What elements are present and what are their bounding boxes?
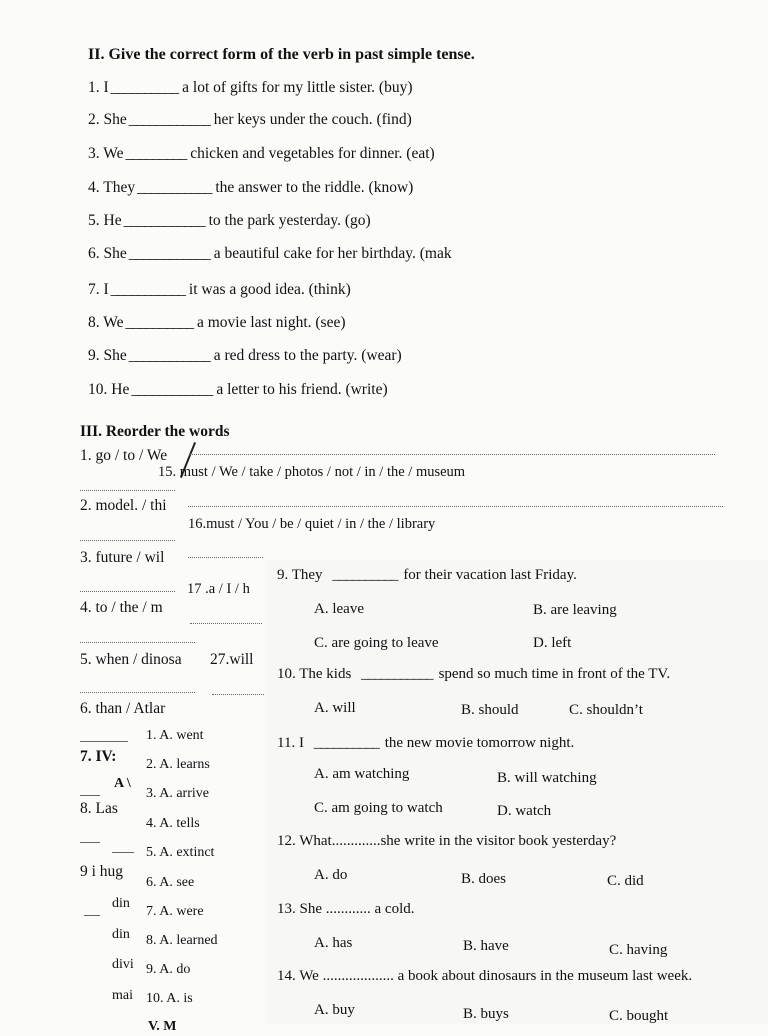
answer-option: 3. A. arrive	[146, 786, 209, 801]
mc-question-10: 10. The kids ___________ spend so much time in front of the TV.	[277, 666, 671, 682]
section-4-fragment: 7. IV:	[80, 748, 117, 765]
answer-line	[80, 642, 195, 643]
reorder-item-3: 3. future / wil	[80, 549, 165, 566]
mc-option: C. are going to leave	[314, 635, 439, 651]
exercise-item-3: 3. We _________ chicken and vegetables for dinner. (eat)	[88, 145, 435, 162]
reorder-item-16: 16.must / You / be / quiet / in / the / library	[188, 516, 436, 532]
answer-line	[80, 842, 100, 843]
answer-line	[212, 694, 264, 695]
mc-option: A. leave	[314, 601, 364, 617]
mc-question-11: 11. I __________ the new movie tomorrow night.	[277, 735, 575, 751]
answer-option: 1. A. went	[146, 728, 204, 743]
left-fragment-8: 8. Las	[80, 800, 118, 817]
exercise-item-2: 2. She ____________ her keys under the couch. (find)	[88, 111, 412, 128]
answer-line	[84, 915, 100, 916]
left-fragment: mai	[112, 988, 133, 1003]
section-2-title: II. Give the correct form of the verb in past simple tense.	[88, 46, 475, 63]
mc-option: B. buys	[463, 1006, 509, 1022]
mc-option: C. shouldn’t	[569, 702, 643, 718]
mc-option: A. do	[314, 867, 348, 883]
left-fragment-9: 9 i hug	[80, 863, 124, 880]
answer-line	[188, 506, 723, 507]
mc-option: B. should	[461, 702, 519, 718]
exercise-item-10: 10. He ____________ a letter to his friend. (write)	[88, 381, 388, 398]
overlay-paper	[265, 560, 768, 1024]
left-fragment: din	[112, 896, 130, 911]
reorder-item-2: 2. model. / thi	[80, 497, 167, 514]
answer-line	[80, 741, 128, 742]
exercise-item-8: 8. We __________ a movie last night. (see)	[88, 314, 346, 331]
reorder-item-1: 1. go / to / We	[80, 447, 168, 464]
exercise-item-4: 4. They ___________ the answer to the riddle. (know)	[88, 179, 414, 196]
answer-option: 7. A. were	[146, 904, 204, 919]
reorder-item-15: 15. must / We / take / photos / not / in / the / museum	[158, 464, 466, 480]
answer-option: 9. A. do	[146, 962, 191, 977]
mc-option: A. will	[314, 700, 356, 716]
mc-question-12: 12. What.............she write in the visitor book yesterday?	[277, 833, 617, 849]
exercise-item-5: 5. He ____________ to the park yesterday. (go)	[88, 212, 371, 229]
exercise-item-6: 6. She ____________ a beautiful cake for her birthday. (mak	[88, 245, 452, 262]
answer-line	[80, 692, 195, 693]
answer-option: 6. A. see	[146, 875, 195, 890]
exercise-item-9: 9. She ____________ a red dress to the party. (wear)	[88, 347, 402, 364]
answer-line	[80, 490, 175, 491]
mc-option: A. has	[314, 935, 353, 951]
answer-option: 2. A. learns	[146, 757, 210, 772]
section-4-fragment-sub: A \	[114, 776, 131, 791]
answer-line	[80, 591, 175, 592]
reorder-item-4: 4. to / the / m	[80, 599, 163, 616]
answer-option: 5. A. extinct	[146, 845, 215, 860]
answer-line	[190, 623, 262, 624]
mc-option: C. bought	[609, 1008, 669, 1024]
mc-option: A. buy	[314, 1002, 355, 1018]
section-5-fragment: V. M	[148, 1019, 177, 1034]
answer-line	[188, 557, 263, 558]
mc-option: A. am watching	[314, 766, 410, 782]
answer-line	[80, 540, 175, 541]
section-3-title: III. Reorder the words	[80, 423, 230, 440]
mc-option: C. having	[609, 942, 668, 958]
exercise-item-7: 7. I ___________ it was a good idea. (think)	[88, 281, 351, 298]
mc-option: B. will watching	[497, 770, 597, 786]
answer-option: 4. A. tells	[146, 816, 200, 831]
answer-line	[80, 795, 100, 796]
answer-line	[190, 454, 715, 455]
mc-option: B. are leaving	[533, 602, 617, 618]
left-fragment: din	[112, 927, 130, 942]
exercise-item-1: 1. I __________ a lot of gifts for my little sister. (buy)	[88, 79, 413, 96]
mc-option: C. did	[607, 873, 644, 889]
answer-line	[112, 852, 134, 853]
mc-question-9: 9. They __________ for their vacation last Friday.	[277, 567, 577, 583]
mc-question-13: 13. She ............ a cold.	[277, 901, 415, 917]
reorder-item-17: 17 .a / I / h	[187, 581, 250, 597]
mc-option: D. watch	[497, 803, 552, 819]
left-fragment: divi	[112, 957, 134, 972]
mc-option: B. does	[461, 871, 506, 887]
reorder-item-27: 27.will	[210, 651, 254, 668]
reorder-item-5: 5. when / dinosa	[80, 651, 182, 668]
reorder-item-6: 6. than / Atlar	[80, 700, 166, 717]
mc-option: D. left	[533, 635, 572, 651]
mc-question-14: 14. We ................... a book about dinosaurs in the museum last week.	[277, 968, 693, 984]
mc-option: C. am going to watch	[314, 800, 443, 816]
answer-option: 10. A. is	[146, 991, 193, 1006]
mc-option: B. have	[463, 938, 509, 954]
answer-option: 8. A. learned	[146, 933, 218, 948]
